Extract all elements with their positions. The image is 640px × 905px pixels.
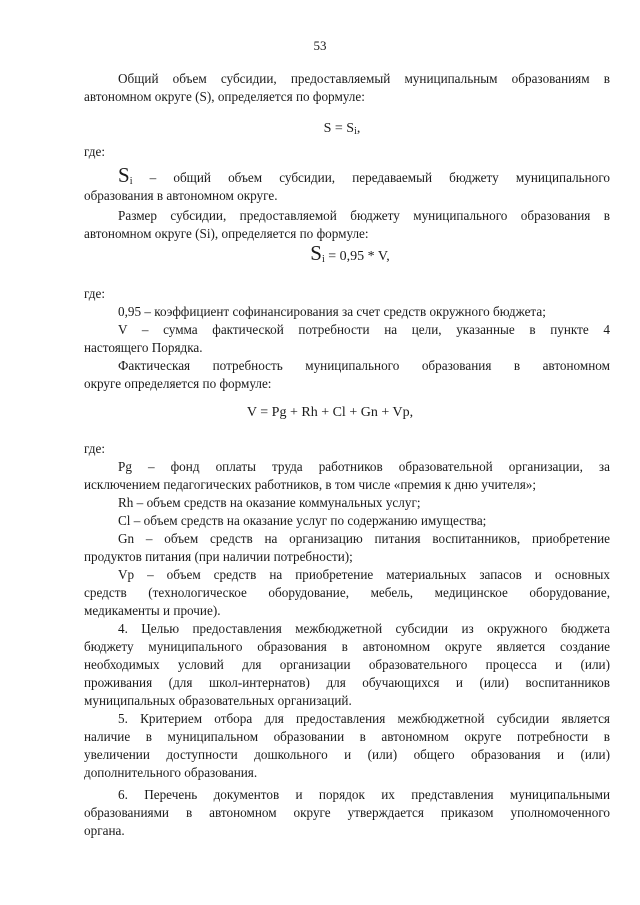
- v-definition-line: настоящего Порядка.: [84, 340, 203, 355]
- paragraph-6-line: образованиями в автономном округе утверждается приказом уполномоченного: [84, 805, 610, 820]
- v-definition-line: V – сумма фактической потребности на цели, указанные в пункте 4: [118, 322, 610, 337]
- paragraph-5-line: увеличении доступности дошкольного и (или) общего образования и (или): [84, 747, 610, 762]
- formula-actual-need: V = Pg + Rh + Cl + Gn + Vp,: [246, 405, 414, 420]
- pg-definition-line: Pg – фонд оплаты труда работников образовательной организации, за: [118, 459, 610, 474]
- where-label: где:: [84, 286, 105, 301]
- si-definition-line: $S_i$ – общий объем субсидии, передаваемый бюджету муниципального: [118, 163, 610, 187]
- gn-definition-line: Gn – объем средств на организацию питания воспитанников, приобретение: [118, 531, 610, 546]
- paragraph-line: округе определяется по формуле:: [84, 376, 272, 391]
- paragraph-line: Размер субсидии, предоставляемой бюджету муниципального образования в: [118, 208, 610, 223]
- where-label: где:: [84, 144, 105, 159]
- vp-definition-line: Vp – объем средств на приобретение материальных запасов и основных: [118, 567, 610, 582]
- paragraph-line: автономном округе (S), определяется по формуле:: [84, 89, 365, 104]
- paragraph-line: Фактическая потребность муниципального образования в автономном: [118, 358, 610, 373]
- cl-definition: Cl – объем средств на оказание услуг по содержанию имущества;: [118, 513, 487, 528]
- paragraph-5-line: наличие в муниципальном образовании в автономном округе потребности в: [84, 729, 610, 744]
- paragraph-line: автономном округе (Si), определяется по формуле:: [84, 226, 369, 241]
- vp-definition-line: медикаменты и прочие).: [84, 603, 221, 618]
- coefficient-definition: 0,95 – коэффициент софинансирования за счет средств окружного бюджета;: [118, 304, 546, 319]
- where-label: где:: [84, 441, 105, 456]
- paragraph-5-line: 5. Критерием отбора для предоставления межбюджетной субсидии является: [118, 711, 610, 726]
- paragraph-4-line: необходимых условий для организации образовательного процесса и (или): [84, 657, 610, 672]
- formula-subsidy-size: $S_i = 0,95 * V$,: [310, 241, 390, 265]
- page-number: 53: [313, 38, 327, 53]
- rh-definition: Rh – объем средств на оказание коммунальных услуг;: [118, 495, 421, 510]
- paragraph-4-line: 4. Целью предоставления межбюджетной субсидии из окружного бюджета: [118, 621, 610, 636]
- paragraph-5-line: дополнительного образования.: [84, 765, 258, 780]
- gn-definition-line: продуктов питания (при наличии потребности);: [84, 549, 353, 564]
- vp-definition-line: средств (технологическое оборудование, мебель, медицинское оборудование,: [84, 585, 610, 600]
- paragraph-line: Общий объем субсидии, предоставляемый муниципальным образованиям в: [118, 71, 610, 86]
- formula-total-subsidy: $S = S_i$,: [323, 121, 361, 137]
- paragraph-4-line: проживания (для школ-интернатов) для обучающихся и (или) воспитанников: [84, 675, 610, 690]
- paragraph-6-line: органа.: [84, 823, 125, 838]
- paragraph-4-line: бюджету муниципального образования в автономном округе является создание: [84, 639, 610, 654]
- pg-definition-line: исключением педагогических работников, в том числе «премия к дню учителя»;: [84, 477, 537, 492]
- si-definition-line: образования в автономном округе.: [84, 188, 278, 203]
- paragraph-6-line: 6. Перечень документов и порядок их представления муниципальными: [118, 787, 610, 802]
- paragraph-4-line: муниципальных образовательных организаций.: [84, 693, 352, 708]
